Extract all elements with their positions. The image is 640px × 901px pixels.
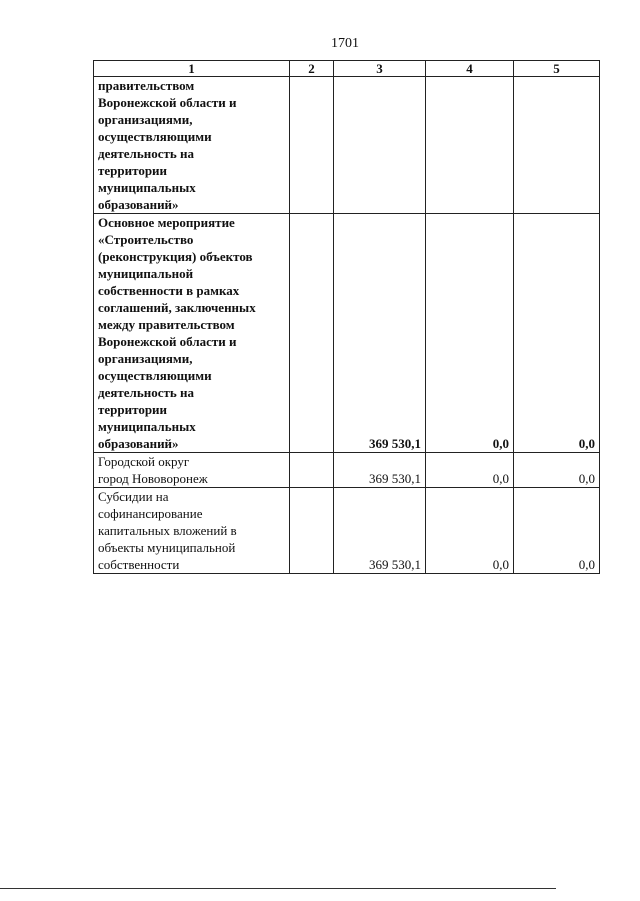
name-line: собственности в рамках [98, 283, 240, 298]
name-line: Воронежской области и [98, 334, 237, 349]
row-name-cell [94, 77, 290, 214]
name-line: соглашений, заключенных [98, 300, 256, 315]
name-line: (реконструкция) объектов [98, 249, 253, 264]
name-line: осуществляющими [98, 129, 212, 144]
cell-col4: 0,0 [426, 453, 514, 488]
name-line: объекты муниципальной [98, 540, 236, 555]
table-header-row [94, 61, 600, 77]
budget-table [93, 60, 600, 574]
cell-col3 [334, 77, 426, 214]
column-header-5: 5 [514, 61, 600, 77]
row-name-cell [94, 488, 290, 574]
name-line: образований» [98, 197, 179, 212]
cell-col4: 0,0 [426, 488, 514, 574]
name-line: муниципальных [98, 180, 196, 195]
column-header-4: 4 [426, 61, 514, 77]
cell-col2 [290, 214, 334, 453]
name-line: деятельность на [98, 385, 194, 400]
cell-col5: 0,0 [514, 214, 600, 453]
name-line: организациями, [98, 112, 193, 127]
name-line: Субсидии на [98, 489, 169, 504]
page-number: 1701 [331, 36, 359, 51]
name-line: между правительством [98, 317, 235, 332]
cell-col5: 0,0 [514, 453, 600, 488]
name-line: муниципальных [98, 419, 196, 434]
cell-col4 [426, 77, 514, 214]
name-line: территории [98, 163, 168, 178]
cell-col2 [290, 453, 334, 488]
table-row [94, 488, 600, 574]
name-line: организациями, [98, 351, 193, 366]
name-line: правительством [98, 78, 195, 93]
name-line: Воронежской области и [98, 95, 237, 110]
name-line: Основное мероприятие [98, 215, 235, 230]
name-line: Городской округ [98, 454, 190, 469]
row-name-cell [94, 214, 290, 453]
cell-col5: 0,0 [514, 488, 600, 574]
cell-col3: 369 530,1 [334, 214, 426, 453]
column-header-1: 1 [94, 61, 290, 77]
name-line: образований» [98, 436, 179, 451]
table-row [94, 453, 600, 488]
row-name-cell [94, 453, 290, 488]
name-line: территории [98, 402, 168, 417]
name-line: деятельность на [98, 146, 194, 161]
name-line: софинансирование [98, 506, 203, 521]
column-header-3: 3 [334, 61, 426, 77]
name-line: «Строительство [98, 232, 194, 247]
name-line: капитальных вложений в [98, 523, 237, 538]
table-row [94, 77, 600, 214]
cell-col3: 369 530,1 [334, 453, 426, 488]
name-line: осуществляющими [98, 368, 212, 383]
name-line: собственности [98, 557, 180, 572]
cell-col4: 0,0 [426, 214, 514, 453]
cell-col2 [290, 77, 334, 214]
name-line: город Нововоронеж [98, 471, 208, 486]
column-header-2: 2 [290, 61, 334, 77]
cell-col2 [290, 488, 334, 574]
page-bottom-rule [0, 888, 556, 889]
table-row [94, 214, 600, 453]
cell-col3: 369 530,1 [334, 488, 426, 574]
cell-col5 [514, 77, 600, 214]
name-line: муниципальной [98, 266, 194, 281]
